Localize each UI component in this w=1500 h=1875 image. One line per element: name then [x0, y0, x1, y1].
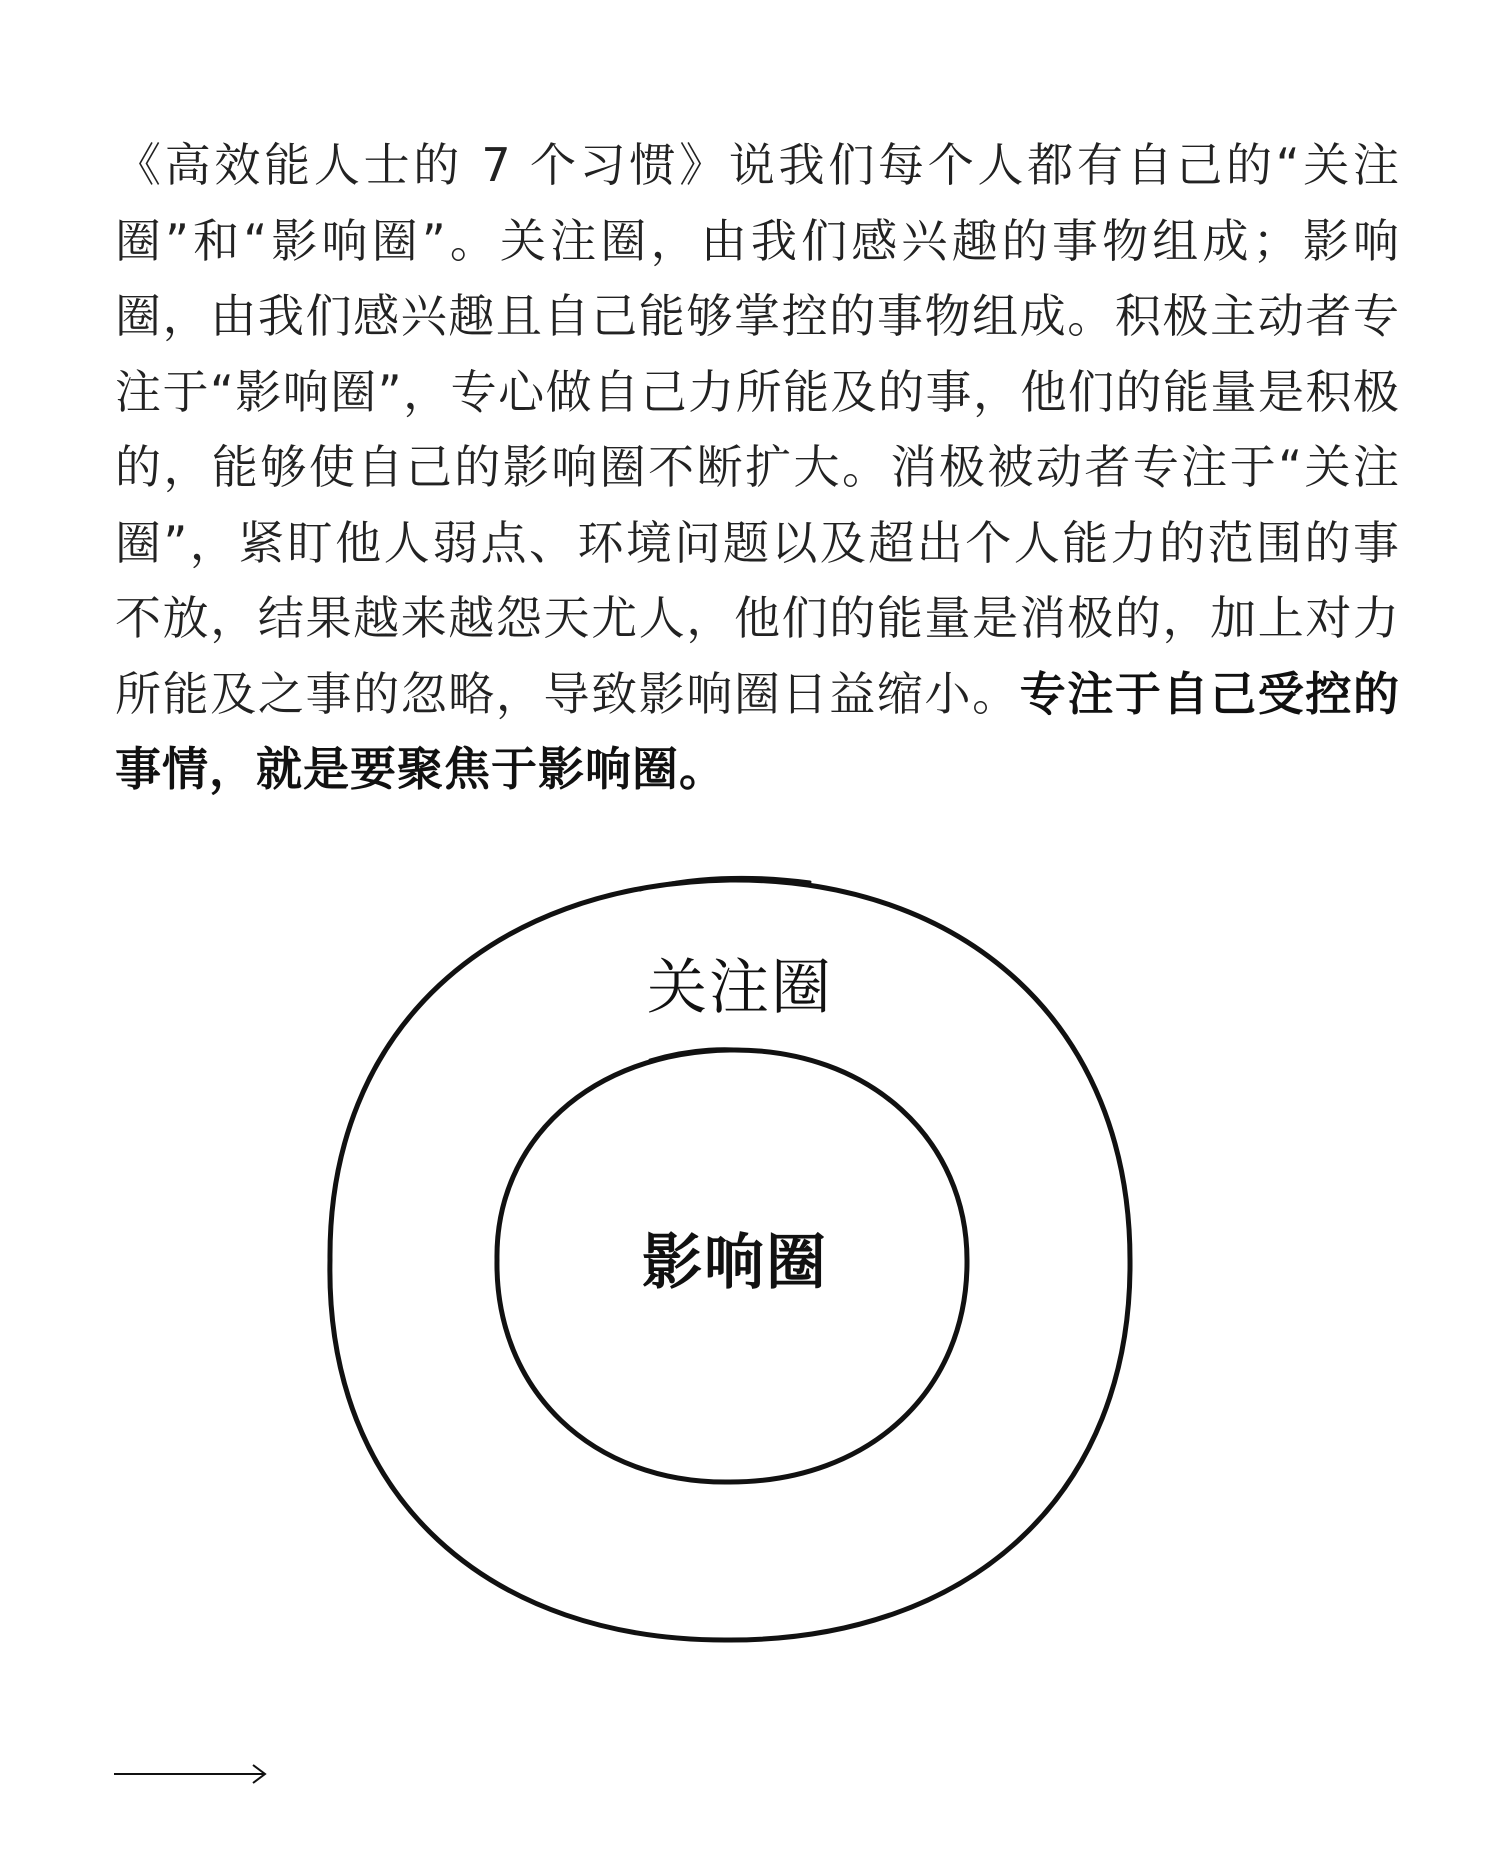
article-paragraph — [115, 128, 1400, 808]
circle-of-influence-label: 影响圈 — [642, 1228, 828, 1298]
circle-of-concern-label: 关注圈 — [647, 953, 833, 1023]
paragraph-regular-text: 《高效能人士的 7 个习惯》说我们每个人都有自己的“关注圈”和“影响圈”。关注圈，由我们感兴趣的事物组成；影响圈，由我们感兴趣且自己能够掌控的事物组成。积极主动者专注于“影响圈”，专心做自己力所能及的事，他们的能量是积极的，能够使自己的影响圈不断扩大。消极被动者专注于“关注圈”，紧盯他人弱点、环境问题以及超出个人能力的范围的事不放，结果越来越怨天尤人，他们的能量是消极的，加上对力所能及之事的忽略，导致影响圈日益缩小。 — [115, 138, 1400, 721]
right-arrow-icon — [112, 1762, 270, 1786]
next-page-button[interactable] — [112, 1762, 270, 1786]
paragraph-bold-text: 专注于自己受控的事情，就是要聚焦于影响圈。 — [115, 666, 1401, 796]
circle-of-influence-diagram — [310, 870, 1150, 1650]
